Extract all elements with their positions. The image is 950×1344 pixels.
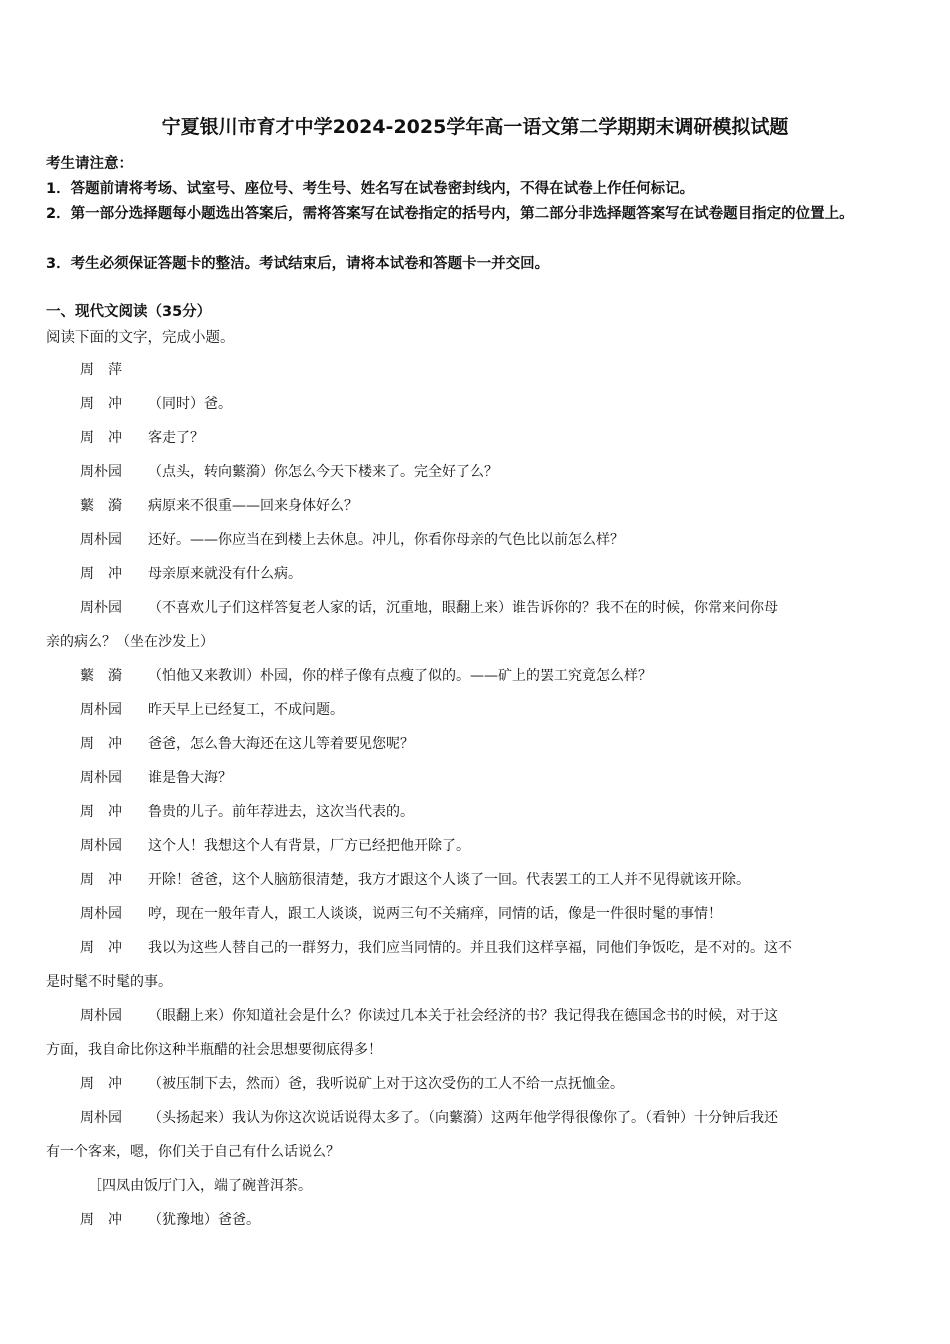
speech-text: （点头，转向蘩漪）你怎么今天下楼来了。完全好了么？: [148, 464, 498, 480]
speaker-name: 周 冲: [80, 566, 122, 582]
speech-continuation: 方面，我自命比你这种半瓶醋的社会思想要彻底得多！: [46, 1042, 382, 1058]
speaker-name: 蘩 漪: [80, 668, 122, 684]
speaker-name: 周 冲: [80, 940, 122, 956]
speaker-name: 周朴园: [80, 600, 122, 616]
speech-text: 谁是鲁大海？: [148, 770, 232, 786]
dialogue-line: [46, 896, 906, 932]
dialogue-line: [46, 488, 906, 524]
dialogue-line: [46, 386, 906, 422]
speech-text: 客走了？: [148, 430, 204, 446]
speaker-name: 周朴园: [80, 906, 122, 922]
section-heading: 一、现代文阅读（35分）: [46, 304, 212, 320]
dialogue-line: [46, 828, 906, 864]
speech-continuation: 是时髦不时髦的事。: [46, 974, 172, 990]
speech-text: 病原来不很重——回来身体好么？: [148, 498, 358, 514]
dialogue-line: [46, 1202, 906, 1238]
speech-continuation: 亲的病么？（坐在沙发上）: [46, 634, 214, 650]
speaker-name: 周朴园: [80, 464, 122, 480]
speech-text: 还好。——你应当在到楼上去休息。冲儿，你看你母亲的气色比以前怎么样？: [148, 532, 624, 548]
dialogue-line: [46, 1168, 906, 1204]
dialogue-line: [46, 522, 906, 558]
notice-item: 1．答题前请将考场、试室号、座位号、考生号、姓名写在试卷密封线内，不得在试卷上作任何标记。: [46, 181, 695, 197]
dialogue-line: [46, 590, 906, 626]
speaker-name: 周朴园: [80, 702, 122, 718]
dialogue-line: [46, 556, 906, 592]
speech-text: 这个人！我想这个人有背景，厂方已经把他开除了。: [148, 838, 470, 854]
dialogue-line: [46, 420, 906, 456]
speaker-name: 周 冲: [80, 804, 122, 820]
speaker-name: 周 冲: [80, 1076, 122, 1092]
dialogue-line: [46, 760, 906, 796]
speech-text: 爸爸，怎么鲁大海还在这儿等着要见您呢？: [148, 736, 414, 752]
dialogue-line: [46, 658, 906, 694]
speech-text: 鲁贵的儿子。前年荐进去，这次当代表的。: [148, 804, 414, 820]
speech-text: （眼翻上来）你知道社会是什么？你读过几本关于社会经济的书？我记得我在德国念书的时候，对于这: [148, 1008, 778, 1024]
instruction-text: 阅读下面的文字，完成小题。: [46, 330, 235, 346]
dialogue-line: [46, 352, 906, 388]
speech-text: （犹豫地）爸爸。: [148, 1212, 260, 1228]
notice-item: 2．第一部分选择题每小题选出答案后，需将答案写在试卷指定的括号内，第二部分非选择题答案写在试卷题目指定的位置上。: [46, 206, 854, 222]
speech-text: 昨天早上已经复工，不成问题。: [148, 702, 344, 718]
speech-text: （同时）爸。: [148, 396, 232, 412]
speaker-name: 周 冲: [80, 872, 122, 888]
speaker-name: 周 冲: [80, 396, 122, 412]
dialogue-line: [46, 794, 906, 830]
speaker-name: 周 冲: [80, 736, 122, 752]
notice-item: 3．考生必须保证答题卡的整洁。考试结束后，请将本试卷和答题卡一并交回。: [46, 256, 550, 272]
dialogue-line: [46, 1100, 906, 1136]
dialogue-line: [46, 726, 906, 762]
dialogue-line: [46, 692, 906, 728]
notice-heading: 考生请注意：: [46, 156, 133, 172]
speaker-name: 周朴园: [80, 1008, 122, 1024]
speaker-name: 周 萍: [80, 362, 122, 378]
dialogue-line: [46, 862, 906, 898]
stage-direction: ［四凤由饭厅门入，端了碗普洱茶。: [88, 1178, 312, 1194]
speaker-name: 周朴园: [80, 532, 122, 548]
speaker-name: 周朴园: [80, 838, 122, 854]
speech-text: （被压制下去，然而）爸，我听说矿上对于这次受伤的工人不给一点抚恤金。: [148, 1076, 624, 1092]
speaker-name: 周朴园: [80, 770, 122, 786]
speaker-name: 周朴园: [80, 1110, 122, 1126]
dialogue-line: [46, 1066, 906, 1102]
dialogue-line: [46, 930, 906, 966]
speech-text: （不喜欢儿子们这样答复老人家的话，沉重地，眼翻上来）谁告诉你的？我不在的时候，你常来问你母: [148, 600, 778, 616]
speech-text: 我以为这些人替自己的一群努力，我们应当同情的。并且我们这样享福，同他们争饭吃，是不对的。这不: [148, 940, 792, 956]
speech-text: 母亲原来就没有什么病。: [148, 566, 302, 582]
speech-text: （怕他又来教训）朴园，你的样子像有点瘦了似的。——矿上的罢工究竟怎么样？: [148, 668, 652, 684]
page-title: 宁夏银川市育才中学2024-2025学年高一语文第二学期期末调研模拟试题: [161, 116, 789, 138]
speaker-name: 周 冲: [80, 1212, 122, 1228]
speech-continuation: 有一个客来，嗯，你们关于自己有什么话说么？: [46, 1144, 340, 1160]
dialogue-line: [46, 454, 906, 490]
speaker-name: 蘩 漪: [80, 498, 122, 514]
speech-text: 开除！爸爸，这个人脑筋很清楚，我方才跟这个人谈了一回。代表罢工的工人并不见得就该开除。: [148, 872, 750, 888]
dialogue-line: [46, 998, 906, 1034]
speech-text: （头扬起来）我认为你这次说话说得太多了。（向蘩漪）这两年他学得很像你了。（看钟）十分钟后我还: [148, 1110, 778, 1126]
speaker-name: 周 冲: [80, 430, 122, 446]
speech-text: 哼，现在一般年青人，跟工人谈谈，说两三句不关痛痒，同情的话，像是一件很时髦的事情！: [148, 906, 722, 922]
